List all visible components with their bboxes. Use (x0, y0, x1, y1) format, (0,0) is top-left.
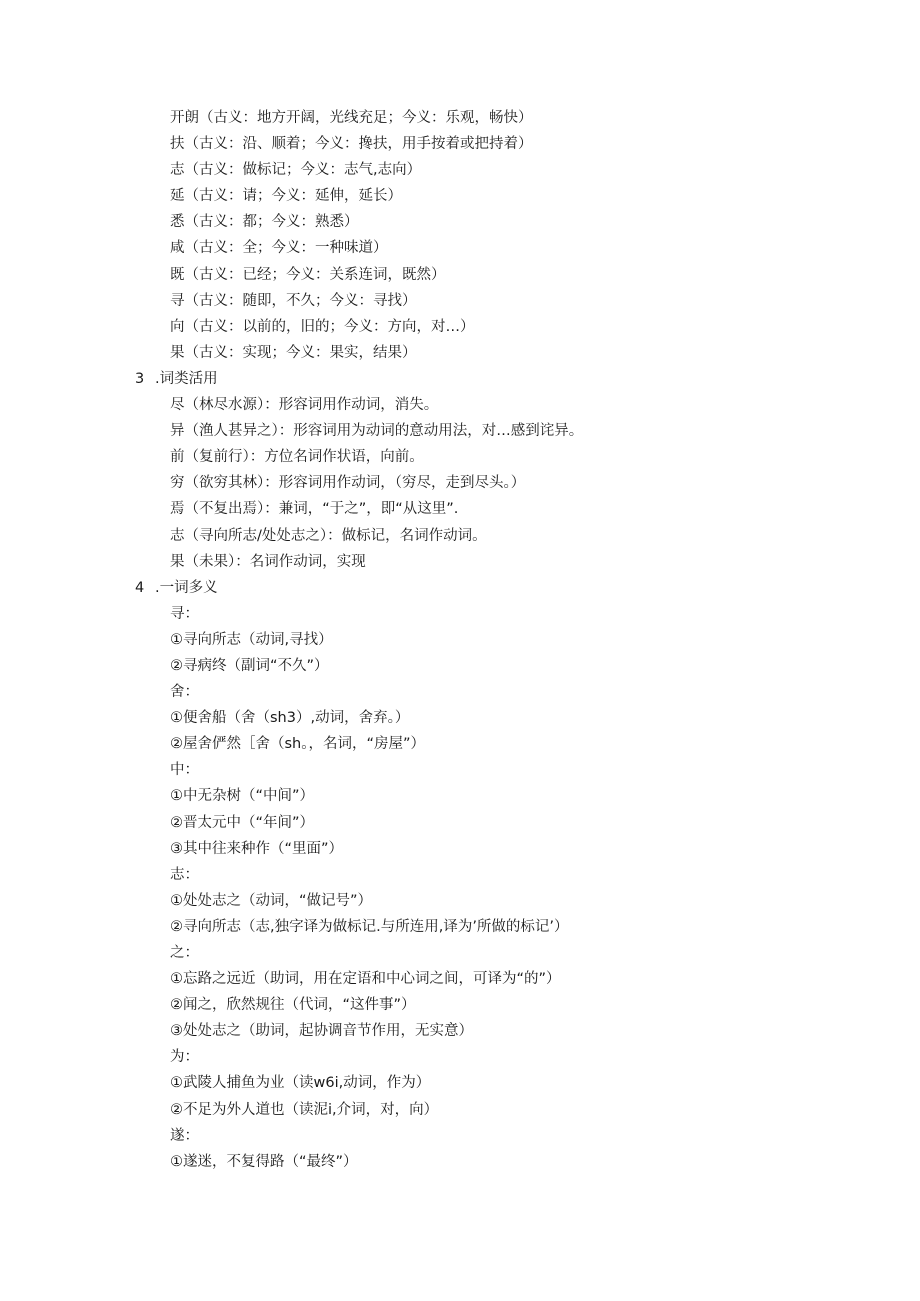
list-item: 向（古义：以前的，旧的；今义：方向，对…） (170, 318, 475, 335)
list-item: 焉（不复出焉）：兼词，“于之”，即“从这里”. (170, 501, 459, 518)
list-item: ①寻向所志（动词,寻找） (170, 631, 333, 648)
list-item: ①处处志之（动词，“做记号”） (170, 892, 373, 909)
list-item: 志： (170, 866, 199, 883)
section-2-list (0, 105, 920, 366)
list-item: ①遂迷，不复得路（“最终”） (170, 1153, 358, 1170)
list-item: 果（古义：实现；今义：果实，结果） (170, 344, 417, 361)
list-item: ②寻向所志（志,独字译为做标记.与所连用,译为’所做的标记’） (170, 918, 569, 935)
list-item: 悉（古义：都；今义：熟悉） (170, 214, 359, 231)
list-item: 志（寻向所志/处处志之）：做标记，名词作动词。 (170, 527, 487, 544)
list-item: 舍： (170, 684, 199, 701)
document-page (0, 105, 920, 1175)
list-item: 志（古义：做标记；今义：志气,志向） (170, 162, 422, 179)
list-item: ①便舍船（舍（sh3）,动词，舍弃。） (170, 710, 410, 727)
list-item: ②不足为外人道也（读泥i,介词，对，向） (170, 1101, 439, 1118)
list-item: 遂： (170, 1127, 199, 1144)
list-item: 前（复前行）：方位名词作状语，向前。 (170, 449, 424, 466)
section-number: 4 (135, 579, 145, 596)
list-item: 穷（欲穷其林）：形容词用作动词，（穷尽，走到尽头。） (170, 475, 526, 492)
section-title: .词类活用 (155, 370, 218, 387)
section-number: 3 (135, 370, 145, 387)
list-item: ②屋舍俨然［舍（sh。，名词，“房屋”） (170, 736, 426, 753)
list-item: ①中无杂树（“中间”） (170, 788, 315, 805)
list-item: ②寻病终（副词“不久”） (170, 657, 329, 674)
section-3-list (0, 392, 920, 575)
list-item: ②闻之，欣然规往（代词，“这件事”） (170, 997, 416, 1014)
list-item: 之： (170, 945, 199, 961)
list-item: 既（古义：已经；今义：关系连词，既然） (170, 266, 446, 283)
section-3-heading (0, 366, 920, 392)
list-item: 扶（古义：沿、顺着；今义：搀扶，用手按着或把持着） (170, 136, 533, 153)
list-item: 咸（古义：全；今义：一种味道） (170, 240, 388, 257)
list-item: 尽（林尽水源）：形容词用作动词，消失。 (170, 397, 439, 414)
list-item: 延（古义：请；今义：延伸，延长） (170, 188, 402, 205)
section-title: .一词多义 (155, 579, 218, 596)
list-item: ①武陵人捕鱼为业（读w6i,动词，作为） (170, 1075, 431, 1092)
list-item: 为： (170, 1049, 199, 1066)
list-item: 中： (170, 762, 199, 779)
list-item: ②晋太元中（“年间”） (170, 814, 315, 831)
list-item: 寻（古义：随即，不久；今义：寻找） (170, 292, 417, 309)
list-item: 开朗（古义：地方开阔，光线充足；今义：乐观，畅快） (170, 110, 533, 126)
list-item: ③其中往来种作（“里面”） (170, 840, 344, 857)
list-item: 异（渔人甚异之）：形容词用为动词的意动用法，对…感到诧异。 (170, 423, 584, 440)
list-item: ③处处志之（助词，起协调音节作用，无实意） (170, 1023, 473, 1040)
section-4-list (0, 601, 920, 1175)
list-item: 果（未果）：名词作动词，实现 (170, 553, 366, 570)
list-item: 寻： (170, 605, 199, 622)
section-4-heading (0, 575, 920, 601)
list-item: ①忘路之远近（助词，用在定语和中心词之间，可译为“的”） (170, 971, 561, 988)
